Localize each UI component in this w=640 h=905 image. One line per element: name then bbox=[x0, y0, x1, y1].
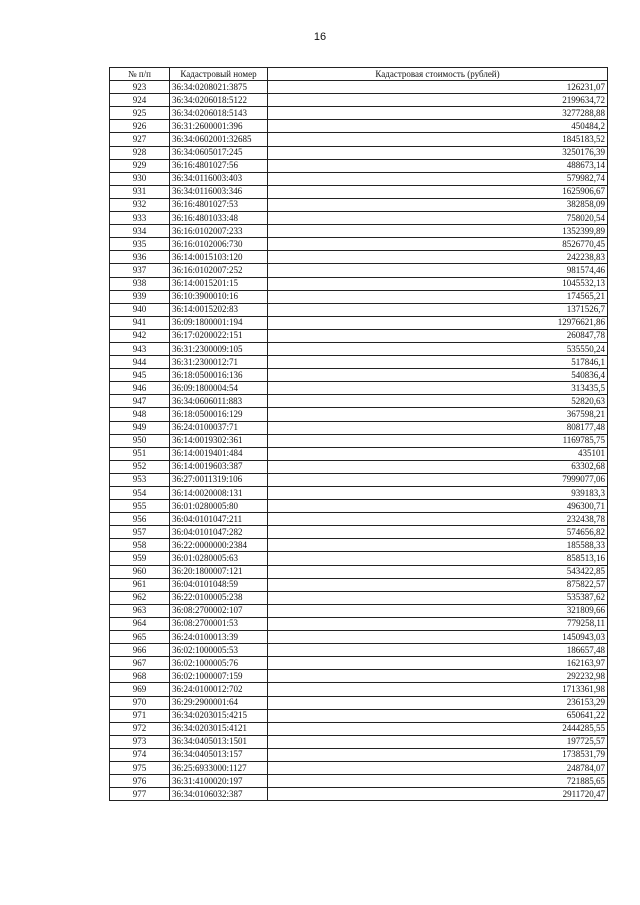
cadastral-value: 2911720,47 bbox=[268, 788, 608, 801]
table-row bbox=[110, 434, 608, 447]
cadastral-number: 36:04:0101047:282 bbox=[170, 526, 268, 539]
cadastral-number: 36:34:0203015:4215 bbox=[170, 709, 268, 722]
cadastral-value: 1738531,79 bbox=[268, 748, 608, 761]
cadastral-value: 7999077,06 bbox=[268, 473, 608, 486]
row-index: 977 bbox=[110, 788, 170, 801]
cadastral-value: 186657,48 bbox=[268, 644, 608, 657]
row-index: 958 bbox=[110, 539, 170, 552]
cadastral-number: 36:34:0602001:32685 bbox=[170, 133, 268, 146]
row-index: 960 bbox=[110, 565, 170, 578]
row-index: 935 bbox=[110, 238, 170, 251]
row-index: 963 bbox=[110, 604, 170, 617]
cadastral-value: 8526770,45 bbox=[268, 238, 608, 251]
cadastral-value: 779258,11 bbox=[268, 617, 608, 630]
cadastral-number: 36:09:1800004:54 bbox=[170, 382, 268, 395]
row-index: 945 bbox=[110, 369, 170, 382]
cadastral-number: 36:16:0102007:233 bbox=[170, 225, 268, 238]
cadastral-value: 2444285,55 bbox=[268, 722, 608, 735]
cadastral-number: 36:34:0208021:3875 bbox=[170, 81, 268, 94]
table-row bbox=[110, 709, 608, 722]
cadastral-number: 36:14:0019302:361 bbox=[170, 434, 268, 447]
cadastral-number: 36:34:0203015:4121 bbox=[170, 722, 268, 735]
table-row bbox=[110, 94, 608, 107]
row-index: 951 bbox=[110, 447, 170, 460]
row-index: 952 bbox=[110, 460, 170, 473]
row-index: 943 bbox=[110, 342, 170, 355]
cadastral-number: 36:27:0011319:106 bbox=[170, 473, 268, 486]
table-row bbox=[110, 722, 608, 735]
table-row bbox=[110, 657, 608, 670]
row-index: 927 bbox=[110, 133, 170, 146]
cadastral-value: 2199634,72 bbox=[268, 94, 608, 107]
cadastral-number: 36:34:0405013:1501 bbox=[170, 735, 268, 748]
table-row bbox=[110, 473, 608, 486]
row-index: 937 bbox=[110, 264, 170, 277]
row-index: 932 bbox=[110, 198, 170, 211]
table-row bbox=[110, 447, 608, 460]
cadastral-number: 36:22:0100005:238 bbox=[170, 591, 268, 604]
table-row bbox=[110, 369, 608, 382]
cadastral-value: 540836,4 bbox=[268, 369, 608, 382]
table-row bbox=[110, 526, 608, 539]
cadastral-number: 36:01:0280005:80 bbox=[170, 500, 268, 513]
cadastral-value: 450484,2 bbox=[268, 120, 608, 133]
cadastral-number: 36:24:0100037:71 bbox=[170, 421, 268, 434]
cadastral-value: 496300,71 bbox=[268, 500, 608, 513]
cadastral-value-table bbox=[109, 67, 608, 801]
table-row bbox=[110, 683, 608, 696]
row-index: 938 bbox=[110, 277, 170, 290]
cadastral-value: 1625906,67 bbox=[268, 185, 608, 198]
cadastral-number: 36:04:0101048:59 bbox=[170, 578, 268, 591]
table-row bbox=[110, 631, 608, 644]
row-index: 923 bbox=[110, 81, 170, 94]
cadastral-value: 162163,97 bbox=[268, 657, 608, 670]
cadastral-number: 36:09:1800001:194 bbox=[170, 316, 268, 329]
cadastral-value: 236153,29 bbox=[268, 696, 608, 709]
table-row bbox=[110, 395, 608, 408]
cadastral-number: 36:14:0020008:131 bbox=[170, 487, 268, 500]
table-row bbox=[110, 696, 608, 709]
cadastral-number: 36:14:0019603:387 bbox=[170, 460, 268, 473]
column-header-index: № п/п bbox=[110, 68, 170, 81]
table-row bbox=[110, 146, 608, 159]
table-row bbox=[110, 382, 608, 395]
row-index: 924 bbox=[110, 94, 170, 107]
cadastral-value: 1450943,03 bbox=[268, 631, 608, 644]
row-index: 975 bbox=[110, 761, 170, 774]
cadastral-number: 36:25:6933000:1127 bbox=[170, 761, 268, 774]
row-index: 944 bbox=[110, 356, 170, 369]
cadastral-value: 543422,85 bbox=[268, 565, 608, 578]
cadastral-value: 758020,54 bbox=[268, 212, 608, 225]
cadastral-number: 36:34:0116003:403 bbox=[170, 172, 268, 185]
cadastral-value: 126231,07 bbox=[268, 81, 608, 94]
row-index: 953 bbox=[110, 473, 170, 486]
row-index: 954 bbox=[110, 487, 170, 500]
column-header-cadastral-value: Кадастровая стоимость (рублей) bbox=[268, 68, 608, 81]
table-row bbox=[110, 748, 608, 761]
cadastral-value: 52820,63 bbox=[268, 395, 608, 408]
row-index: 961 bbox=[110, 578, 170, 591]
cadastral-value: 197725,57 bbox=[268, 735, 608, 748]
cadastral-number: 36:10:3900010:16 bbox=[170, 290, 268, 303]
table-row bbox=[110, 539, 608, 552]
cadastral-value: 650641,22 bbox=[268, 709, 608, 722]
table-row bbox=[110, 225, 608, 238]
table-row bbox=[110, 408, 608, 421]
row-index: 926 bbox=[110, 120, 170, 133]
table-row bbox=[110, 500, 608, 513]
cadastral-value: 313435,5 bbox=[268, 382, 608, 395]
cadastral-number: 36:14:0015201:15 bbox=[170, 277, 268, 290]
row-index: 933 bbox=[110, 212, 170, 225]
cadastral-number: 36:04:0101047:211 bbox=[170, 513, 268, 526]
table-row bbox=[110, 107, 608, 120]
cadastral-value: 1169785,75 bbox=[268, 434, 608, 447]
cadastral-number: 36:34:0606011:883 bbox=[170, 395, 268, 408]
cadastral-number: 36:34:0206018:5143 bbox=[170, 107, 268, 120]
table-row bbox=[110, 552, 608, 565]
cadastral-value: 435101 bbox=[268, 447, 608, 460]
row-index: 947 bbox=[110, 395, 170, 408]
table-row bbox=[110, 788, 608, 801]
cadastral-value: 939183,3 bbox=[268, 487, 608, 500]
table-row bbox=[110, 565, 608, 578]
table-row bbox=[110, 761, 608, 774]
table-row bbox=[110, 264, 608, 277]
table-row bbox=[110, 604, 608, 617]
cadastral-value: 1713361,98 bbox=[268, 683, 608, 696]
cadastral-value: 488673,14 bbox=[268, 159, 608, 172]
row-index: 967 bbox=[110, 657, 170, 670]
cadastral-number: 36:02:1000005:53 bbox=[170, 644, 268, 657]
row-index: 957 bbox=[110, 526, 170, 539]
cadastral-number: 36:02:1000005:76 bbox=[170, 657, 268, 670]
table-row bbox=[110, 290, 608, 303]
table-row bbox=[110, 591, 608, 604]
cadastral-number: 36:31:2300012:71 bbox=[170, 356, 268, 369]
row-index: 934 bbox=[110, 225, 170, 238]
table-row bbox=[110, 133, 608, 146]
cadastral-number: 36:16:0102006:730 bbox=[170, 238, 268, 251]
cadastral-number: 36:08:2700001:53 bbox=[170, 617, 268, 630]
cadastral-value: 63302,68 bbox=[268, 460, 608, 473]
cadastral-value: 248784,07 bbox=[268, 761, 608, 774]
cadastral-value: 875822,57 bbox=[268, 578, 608, 591]
cadastral-value: 321809,66 bbox=[268, 604, 608, 617]
cadastral-number: 36:16:4801033:48 bbox=[170, 212, 268, 225]
cadastral-number: 36:34:0405013:157 bbox=[170, 748, 268, 761]
cadastral-number: 36:34:0605017:245 bbox=[170, 146, 268, 159]
cadastral-value: 3277288,88 bbox=[268, 107, 608, 120]
table-row bbox=[110, 303, 608, 316]
row-index: 969 bbox=[110, 683, 170, 696]
table-row bbox=[110, 460, 608, 473]
cadastral-value: 382858,09 bbox=[268, 198, 608, 211]
cadastral-value: 858513,16 bbox=[268, 552, 608, 565]
row-index: 931 bbox=[110, 185, 170, 198]
row-index: 942 bbox=[110, 329, 170, 342]
cadastral-number: 36:14:0019401:484 bbox=[170, 447, 268, 460]
row-index: 929 bbox=[110, 159, 170, 172]
row-index: 964 bbox=[110, 617, 170, 630]
table-row bbox=[110, 81, 608, 94]
cadastral-value: 579982,74 bbox=[268, 172, 608, 185]
table-row bbox=[110, 316, 608, 329]
cadastral-value: 517846,1 bbox=[268, 356, 608, 369]
table-header-row bbox=[110, 68, 608, 81]
table-row bbox=[110, 644, 608, 657]
row-index: 962 bbox=[110, 591, 170, 604]
page-number: 16 bbox=[313, 31, 327, 43]
cadastral-number: 36:18:0500016:129 bbox=[170, 408, 268, 421]
cadastral-number: 36:16:4801027:53 bbox=[170, 198, 268, 211]
row-index: 966 bbox=[110, 644, 170, 657]
cadastral-number: 36:20:1800007:121 bbox=[170, 565, 268, 578]
cadastral-number: 36:02:1000007:159 bbox=[170, 670, 268, 683]
row-index: 928 bbox=[110, 146, 170, 159]
cadastral-number: 36:17:0200022:151 bbox=[170, 329, 268, 342]
row-index: 973 bbox=[110, 735, 170, 748]
cadastral-value: 3250176,39 bbox=[268, 146, 608, 159]
row-index: 974 bbox=[110, 748, 170, 761]
row-index: 955 bbox=[110, 500, 170, 513]
row-index: 970 bbox=[110, 696, 170, 709]
row-index: 939 bbox=[110, 290, 170, 303]
row-index: 925 bbox=[110, 107, 170, 120]
row-index: 956 bbox=[110, 513, 170, 526]
cadastral-number: 36:34:0116003:346 bbox=[170, 185, 268, 198]
cadastral-value: 292232,98 bbox=[268, 670, 608, 683]
cadastral-value: 1045532,13 bbox=[268, 277, 608, 290]
cadastral-number: 36:22:0000000:2384 bbox=[170, 539, 268, 552]
cadastral-number: 36:24:0100013:39 bbox=[170, 631, 268, 644]
table-row bbox=[110, 251, 608, 264]
row-index: 940 bbox=[110, 303, 170, 316]
cadastral-number: 36:08:2700002:107 bbox=[170, 604, 268, 617]
cadastral-value: 185588,33 bbox=[268, 539, 608, 552]
cadastral-value: 1845183,52 bbox=[268, 133, 608, 146]
cadastral-number: 36:14:0015202:83 bbox=[170, 303, 268, 316]
cadastral-number: 36:34:0106032:387 bbox=[170, 788, 268, 801]
cadastral-value: 232438,78 bbox=[268, 513, 608, 526]
table-row bbox=[110, 185, 608, 198]
row-index: 971 bbox=[110, 709, 170, 722]
cadastral-number: 36:31:2300009:105 bbox=[170, 342, 268, 355]
table-row bbox=[110, 513, 608, 526]
table-row bbox=[110, 342, 608, 355]
cadastral-value: 367598,21 bbox=[268, 408, 608, 421]
cadastral-number: 36:31:2600001:396 bbox=[170, 120, 268, 133]
table-row bbox=[110, 670, 608, 683]
table-row bbox=[110, 238, 608, 251]
cadastral-number: 36:14:0015103:120 bbox=[170, 251, 268, 264]
cadastral-number: 36:16:4801027:56 bbox=[170, 159, 268, 172]
table-row bbox=[110, 277, 608, 290]
table-row bbox=[110, 212, 608, 225]
cadastral-value: 981574,46 bbox=[268, 264, 608, 277]
cadastral-value: 260847,78 bbox=[268, 329, 608, 342]
cadastral-number: 36:16:0102007:252 bbox=[170, 264, 268, 277]
cadastral-value: 12976621,86 bbox=[268, 316, 608, 329]
row-index: 936 bbox=[110, 251, 170, 264]
cadastral-number: 36:24:0100012:702 bbox=[170, 683, 268, 696]
table-body bbox=[110, 81, 608, 801]
table-row bbox=[110, 159, 608, 172]
cadastral-number: 36:31:4100020:197 bbox=[170, 775, 268, 788]
row-index: 946 bbox=[110, 382, 170, 395]
row-index: 948 bbox=[110, 408, 170, 421]
table-row bbox=[110, 120, 608, 133]
table-row bbox=[110, 735, 608, 748]
cadastral-value: 574656,82 bbox=[268, 526, 608, 539]
cadastral-value: 1371526,7 bbox=[268, 303, 608, 316]
cadastral-value: 535550,24 bbox=[268, 342, 608, 355]
cadastral-number: 36:18:0500016:136 bbox=[170, 369, 268, 382]
row-index: 976 bbox=[110, 775, 170, 788]
table-row bbox=[110, 617, 608, 630]
table-row bbox=[110, 356, 608, 369]
table-row bbox=[110, 329, 608, 342]
row-index: 965 bbox=[110, 631, 170, 644]
table-row bbox=[110, 198, 608, 211]
cadastral-value: 808177,48 bbox=[268, 421, 608, 434]
row-index: 941 bbox=[110, 316, 170, 329]
row-index: 959 bbox=[110, 552, 170, 565]
cadastral-value: 1352399,89 bbox=[268, 225, 608, 238]
cadastral-number: 36:01:0280005:63 bbox=[170, 552, 268, 565]
row-index: 968 bbox=[110, 670, 170, 683]
cadastral-value: 174565,21 bbox=[268, 290, 608, 303]
column-header-cadastral-number: Кадастровый номер bbox=[170, 68, 268, 81]
table-row bbox=[110, 775, 608, 788]
row-index: 949 bbox=[110, 421, 170, 434]
row-index: 930 bbox=[110, 172, 170, 185]
table-row bbox=[110, 421, 608, 434]
cadastral-number: 36:34:0206018:5122 bbox=[170, 94, 268, 107]
table-row bbox=[110, 172, 608, 185]
table-row bbox=[110, 487, 608, 500]
row-index: 972 bbox=[110, 722, 170, 735]
cadastral-value: 535387,62 bbox=[268, 591, 608, 604]
cadastral-value: 242238,83 bbox=[268, 251, 608, 264]
row-index: 950 bbox=[110, 434, 170, 447]
cadastral-number: 36:29:2900001:64 bbox=[170, 696, 268, 709]
cadastral-value: 721885,65 bbox=[268, 775, 608, 788]
table-row bbox=[110, 578, 608, 591]
